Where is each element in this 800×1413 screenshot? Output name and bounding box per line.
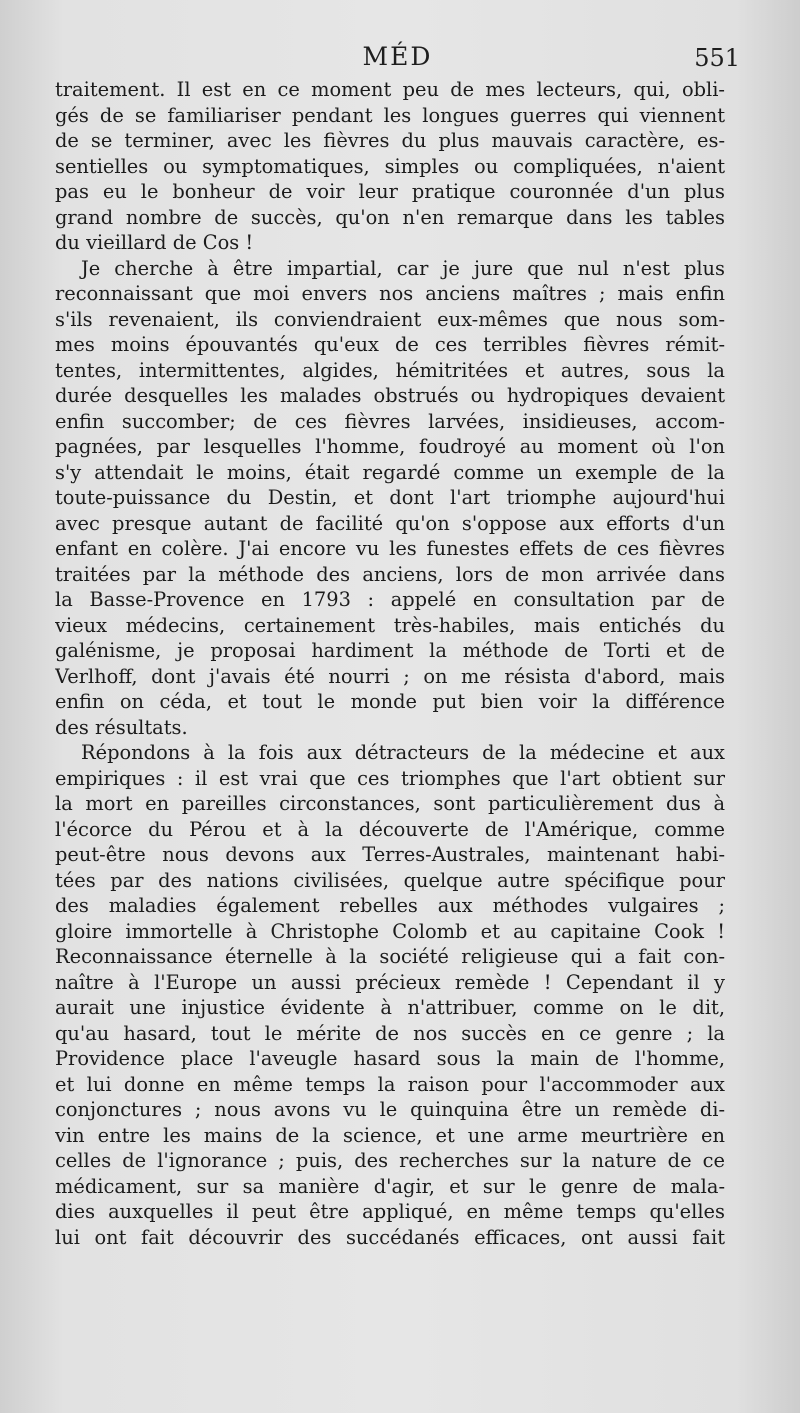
text-line: enfant en colère. J'ai encore vu les funestes effets de ces fièvres (55, 537, 725, 560)
text-line: médicament, sur sa manière d'agir, et sur le genre de mala- (55, 1174, 725, 1198)
text-line: l'écorce du Pérou et à la découverte de l'Amérique, comme (55, 817, 725, 841)
text-line: gloire immortelle à Christophe Colomb et au capitaine Cook ! (55, 919, 725, 943)
page-number: 551 (694, 44, 740, 72)
paragraph (55, 77, 725, 256)
text-line: Providence place l'aveugle hasard sous la main de l'homme, (55, 1047, 725, 1070)
text-line: la mort en pareilles circonstances, sont particulièrement dus à (55, 792, 725, 815)
text-line: qu'au hasard, tout le mérite de nos succès en ce genre ; la (55, 1021, 725, 1045)
text-line: du vieillard de Cos ! (55, 231, 254, 254)
text-line: mes moins épouvantés qu'eux de ces terribles fièvres rémit- (55, 333, 725, 356)
text-line: empiriques : il est vrai que ces triomphes que l'art obtient sur (55, 766, 725, 790)
text-line: gés de se familiariser pendant les longues guerres qui viennent (55, 103, 725, 127)
text-line: tentes, intermittentes, algides, hémitritées et autres, sous la (55, 358, 725, 382)
text-line: durée desquelles les malades obstrués ou hydropiques devaient (55, 384, 725, 407)
paragraph (55, 256, 725, 741)
text-line: Verlhoff, dont j'avais été nourri ; on me résista d'abord, mais (55, 664, 725, 688)
text-line: reconnaissant que moi envers nos anciens maîtres ; mais enfin (55, 282, 725, 305)
text-line: s'y attendait le moins, était regardé comme un exemple de la (55, 460, 725, 484)
text-line: naître à l'Europe un aussi précieux remède ! Cependant il y (55, 970, 725, 994)
text-line: celles de l'ignorance ; puis, des recherches sur la nature de ce (55, 1149, 725, 1172)
text-line: s'ils revenaient, ils conviendraient eux-mêmes que nous som- (55, 307, 725, 331)
text-line: des résultats. (55, 715, 188, 739)
text-line: traitement. Il est en ce moment peu de mes lecteurs, qui, obli- (55, 78, 725, 101)
text-line: pas eu le bonheur de voir leur pratique couronnée d'un plus (55, 180, 725, 203)
text-line: Reconnaissance éternelle à la société religieuse qui a fait con- (55, 945, 725, 968)
text-line: vieux médecins, certainement très-habiles, mais entichés du (55, 613, 725, 637)
body-text (55, 77, 725, 1250)
text-line: enfin succomber; de ces fièvres larvées, insidieuses, accom- (55, 409, 725, 433)
text-line: grand nombre de succès, qu'on n'en remarque dans les tables (55, 205, 725, 229)
text-line: des maladies également rebelles aux méthodes vulgaires ; (55, 894, 725, 917)
text-line: Répondons à la fois aux détracteurs de la médecine et aux (81, 741, 725, 764)
text-line: conjonctures ; nous avons vu le quinquina être un remède di- (55, 1098, 725, 1121)
text-line: lui ont fait découvrir des succédanés efficaces, ont aussi fait (55, 1225, 725, 1249)
text-line: peut-être nous devons aux Terres-Australes, maintenant habi- (55, 843, 725, 866)
text-line: avec presque autant de facilité qu'on s'oppose aux efforts d'un (55, 511, 725, 535)
text-line: de se terminer, avec les fièvres du plus mauvais caractère, es- (55, 129, 725, 152)
running-title: MÉD (362, 42, 433, 71)
text-line: pagnées, par lesquelles l'homme, foudroyé au moment où l'on (55, 435, 725, 458)
paragraph (55, 740, 725, 1250)
text-line: Je cherche à être impartial, car je jure que nul n'est plus (81, 256, 725, 280)
running-head (55, 40, 740, 74)
text-line: la Basse-Provence en 1793 : appelé en consultation par de (55, 588, 725, 611)
text-line: toute-puissance du Destin, et dont l'art triomphe aujourd'hui (55, 486, 725, 509)
text-line: sentielles ou symptomatiques, simples ou compliquées, n'aient (55, 154, 725, 178)
text-line: traitées par la méthode des anciens, lors de mon arrivée dans (55, 562, 725, 586)
text-line: enfin on céda, et tout le monde put bien voir la différence (55, 690, 725, 713)
text-line: vin entre les mains de la science, et une arme meurtrière en (55, 1123, 725, 1147)
text-line: dies auxquelles il peut être appliqué, en même temps qu'elles (55, 1200, 725, 1223)
text-line: et lui donne en même temps la raison pour l'accommoder aux (55, 1072, 725, 1096)
text-line: galénisme, je proposai hardiment la méthode de Torti et de (55, 639, 725, 662)
text-line: tées par des nations civilisées, quelque autre spécifique pour (55, 868, 725, 892)
text-line: aurait une injustice évidente à n'attribuer, comme on le dit, (55, 996, 725, 1019)
